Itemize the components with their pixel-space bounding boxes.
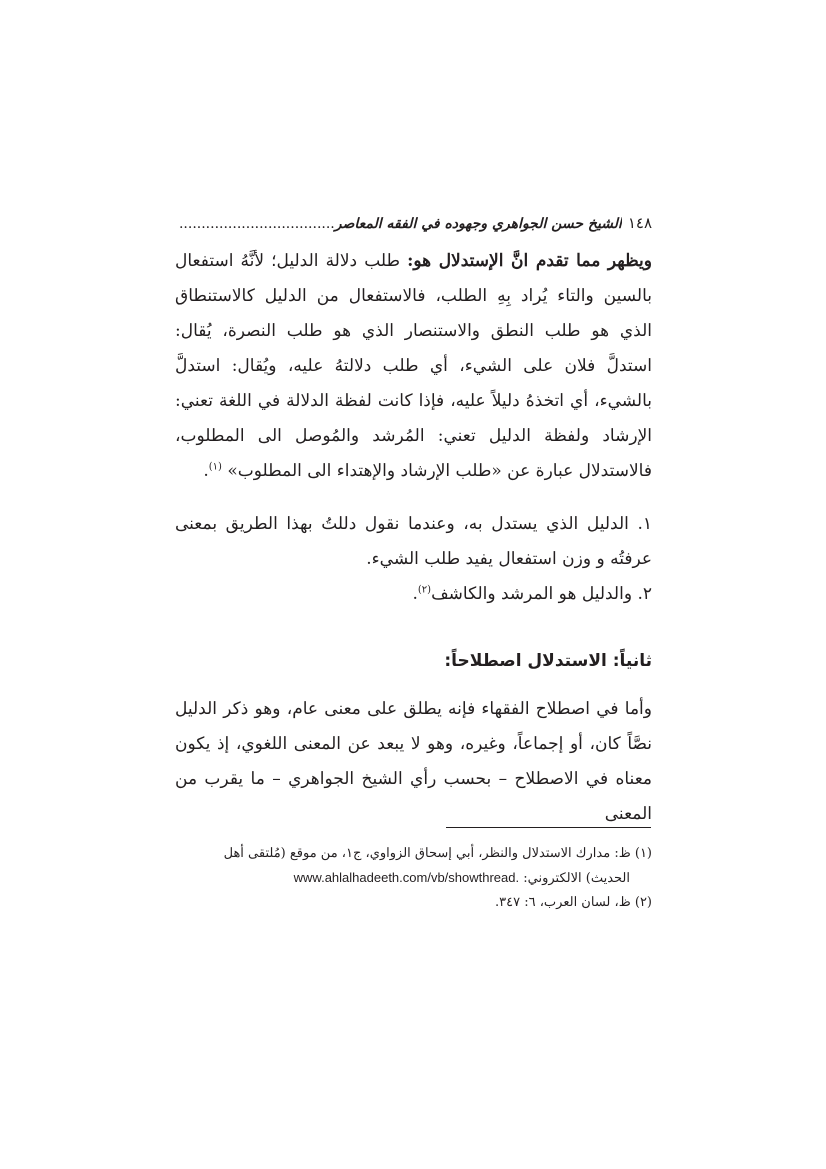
page-number: ١٤٨ [627, 214, 652, 232]
leader-dots: ................................... [178, 216, 335, 232]
list-item-2-end: . [412, 584, 418, 604]
footnote-1-source-label: الحديث) الالكتروني: [523, 871, 630, 886]
footnote-1-line2 [294, 871, 652, 886]
footnote-1-line1: (١) ظ: مدارك الاستدلال والنظر، أبي إسحاق الزواوي، ج١، من موقع (مُلتقى أهل [223, 846, 652, 861]
list-item-1: ١. الدليل الذي يستدل به، وعندما نقول دللتُ بهذا الطريق بمعنى عرفتُه و وزن استفعال يفيد طلب الشيء. [175, 514, 652, 569]
footnote-2: (٢) ظ، لسان العرب، ٦: ٣٤٧. [495, 895, 652, 910]
section-heading: ثانياً: الاستدلال اصطلاحاً: [444, 651, 652, 671]
page-content [175, 212, 652, 832]
footnote-ref-2[interactable]: (٢) [417, 584, 432, 596]
intro-end: . [203, 461, 209, 481]
footnote-1 [175, 842, 652, 891]
running-title-text: الشيخ حسن الجواهري وجهوده في الفقه المعاصر [334, 216, 622, 232]
running-title [175, 213, 622, 235]
footnote-divider [446, 827, 651, 828]
footnote-1-url[interactable]: www.ahlalhadeeth.com/vb/showthread. [293, 870, 520, 885]
footnote-ref-1[interactable]: (١) [208, 461, 222, 473]
definition-list [175, 507, 652, 612]
list-item-2 [175, 577, 652, 612]
running-header [175, 212, 652, 236]
footnotes [175, 842, 652, 915]
section-paragraph: وأما في اصطلاح الفقهاء فإنه يطلق على معنى عام، وهو ذكر الدليل نصَّاً كان، أو إجماعاً، وغيره، وهو لا يبعد عن المعنى اللغوي، إذ يكون معناه في الاصطلاح – بحسب رأي الشيخ الجواهري – ما يقرب من المعنى [175, 699, 652, 824]
list-item-2-text: ٢. والدليل هو المرشد والكاشف [431, 584, 652, 604]
intro-paragraph [175, 244, 652, 489]
intro-text: طلب دلالة الدليل؛ لأنَّهُ استفعال بالسين والتاء يُراد بِهِ الطلب، فالاستفعال من الدليل كالاستنطاق الذي هو طلب النطق والاستنصار الذي هو طلب النصرة، يُقال: استدلَّ فلان على الشيء، أي طلب دلالتهُ عليه، ويُقال: استدلَّ بالشيء، أي اتخذهُ دليلاً عليه، فإذا كانت لفظة الدلالة في اللغة تعني: الإرشاد ولفظة الدليل تعني: المُرشد والمُوصل الى المطلوب، فالاستدلال عبارة عن «طلب الإرشاد والإهتداء الى المطلوب» [175, 251, 652, 481]
intro-lead: ويظهر مما تقدم انَّ الإستدلال هو: [407, 251, 652, 271]
